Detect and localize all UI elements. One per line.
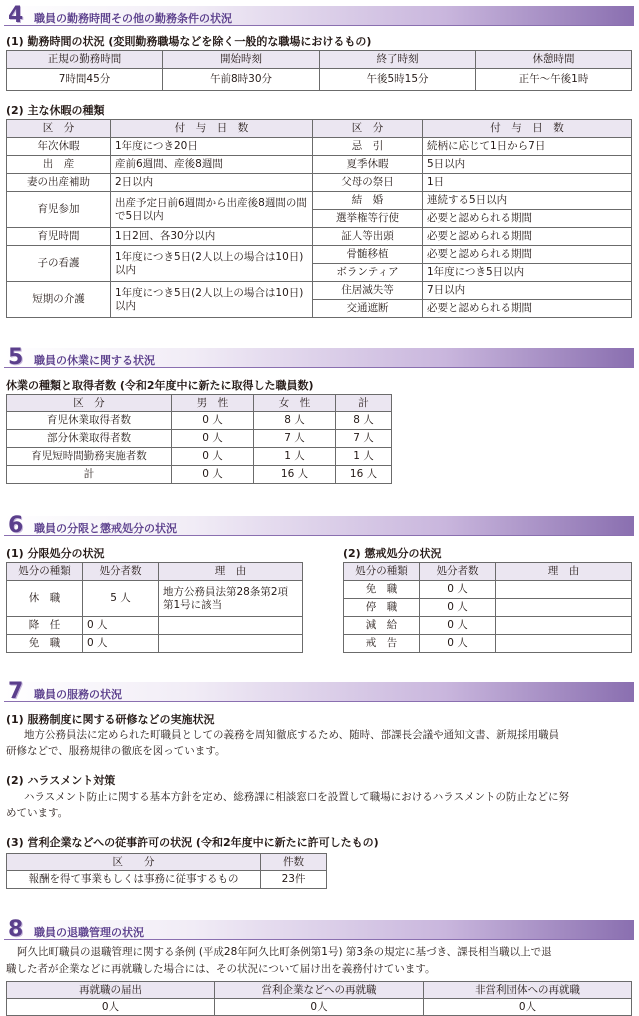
absence-header: 区 分	[7, 395, 172, 412]
retirement-header: 営利企業などへの再就職	[215, 982, 424, 999]
choukai-reason	[496, 617, 632, 635]
leave-days: 1日	[423, 174, 632, 192]
harassment-text-line1: ハラスメント防止に関する基本方針を定め、総務課に相談窓口を設置して職場におけるハラスメントの防止などに努	[24, 791, 569, 803]
leave-subtitle: (2) 主な休暇の種類	[6, 104, 105, 117]
leave-kind: 選挙権等行使	[313, 210, 423, 228]
choukai-kind: 免 職	[344, 581, 420, 599]
permit-header: 件数	[261, 854, 327, 871]
work-header: 休憩時間	[476, 51, 632, 69]
leave-days: 連続する5日以内	[423, 192, 632, 210]
leave-kind: 交通遮断	[313, 300, 423, 318]
leave-days: 1日2回、各30分以内	[111, 228, 313, 246]
work-value: 午前8時30分	[163, 69, 320, 91]
bunken-subtitle: (1) 分限処分の状況	[6, 547, 105, 560]
choukai-count: 0 人	[420, 581, 496, 599]
absence-female: 1 人	[254, 448, 336, 466]
section-8-number: 8	[8, 917, 24, 942]
leave-kind: 骨髄移植	[313, 246, 423, 264]
leave-days: 7日以内	[423, 282, 632, 300]
work-header: 正規の勤務時間	[7, 51, 163, 69]
leave-kind: 忌 引	[313, 138, 423, 156]
leave-kind: 住居滅失等	[313, 282, 423, 300]
retirement-header: 再就職の届出	[7, 982, 215, 999]
retirement-value: 0人	[7, 999, 215, 1016]
bunken-header: 理 由	[159, 563, 303, 581]
leave-header: 区 分	[313, 120, 423, 138]
absence-table	[6, 394, 392, 484]
choukai-kind: 戒 告	[344, 635, 420, 653]
leave-kind: 育児時間	[7, 228, 111, 246]
leave-kind: 証人等出頭	[313, 228, 423, 246]
work-hours-subtitle: (1) 勤務時間の状況 (変則勤務職場などを除く一般的な職場におけるもの)	[6, 35, 372, 48]
choukai-header: 理 由	[496, 563, 632, 581]
leave-kind: 父母の祭日	[313, 174, 423, 192]
bunken-count: 0 人	[83, 635, 159, 653]
bunken-reason	[159, 635, 303, 653]
retirement-header: 非営利団体への再就職	[424, 982, 632, 999]
absence-category: 育児短時間勤務実施者数	[7, 448, 172, 466]
absence-male: 0 人	[172, 430, 254, 448]
absence-header: 男 性	[172, 395, 254, 412]
choukai-count: 0 人	[420, 635, 496, 653]
leave-kind: ボランティア	[313, 264, 423, 282]
leave-days: 1年度につき5日(2人以上の場合は10日)以内	[111, 282, 313, 318]
section-4-title: 職員の勤務時間その他の勤務条件の状況	[34, 12, 232, 25]
absence-subtitle: 休業の種類と取得者数 (令和2年度中に新たに取得した職員数)	[6, 379, 314, 392]
leave-days: 産前6週間、産後8週間	[111, 156, 313, 174]
leave-days: 必要と認められる期間	[423, 210, 632, 228]
leave-kind: 子の看護	[7, 246, 111, 282]
leave-kind: 年次休暇	[7, 138, 111, 156]
choukai-count: 0 人	[420, 599, 496, 617]
bunken-reason	[159, 617, 303, 635]
absence-female: 16 人	[254, 466, 336, 484]
leave-days: 1年度につき20日	[111, 138, 313, 156]
choukai-reason	[496, 635, 632, 653]
section-8-header	[4, 917, 634, 942]
retirement-table	[6, 981, 632, 1016]
permit-category: 報酬を得て事業もしくは事務に従事するもの	[7, 871, 261, 889]
retirement-value: 0人	[215, 999, 424, 1016]
section-6-header	[4, 513, 634, 538]
leave-table-right	[312, 119, 632, 318]
leave-kind: 育児参加	[7, 192, 111, 228]
work-header: 開始時刻	[163, 51, 320, 69]
leave-days: 必要と認められる期間	[423, 246, 632, 264]
absence-category: 計	[7, 466, 172, 484]
section-8-title: 職員の退職管理の状況	[34, 926, 144, 939]
leave-kind: 短期の介護	[7, 282, 111, 318]
retirement-text-line1: 阿久比町職員の退職管理に関する条例 (平成28年阿久比町条例第1号) 第3条の規定に基づき、課長相当職以上で退	[17, 946, 552, 958]
absence-female: 8 人	[254, 412, 336, 430]
choukai-kind: 減 給	[344, 617, 420, 635]
leave-days: 1年度につき5日以内	[423, 264, 632, 282]
choukai-reason	[496, 581, 632, 599]
section-4-header	[4, 3, 634, 28]
permit-count: 23件	[261, 871, 327, 889]
leave-header: 付 与 日 数	[111, 120, 313, 138]
absence-total: 16 人	[336, 466, 392, 484]
absence-header: 計	[336, 395, 392, 412]
leave-kind: 妻の出産補助	[7, 174, 111, 192]
choukai-count: 0 人	[420, 617, 496, 635]
leave-days: 続柄に応じて1日から7日	[423, 138, 632, 156]
choukai-subtitle: (2) 懲戒処分の状況	[343, 547, 442, 560]
retirement-text-line2: 職した者が企業などに再就職した場合には、その状況について届け出を義務付けています。	[6, 963, 436, 975]
bunken-kind: 免 職	[7, 635, 83, 653]
work-value: 7時間45分	[7, 69, 163, 91]
bunken-kind: 降 任	[7, 617, 83, 635]
leave-days: 2日以内	[111, 174, 313, 192]
permit-table	[6, 853, 327, 889]
bunken-header: 処分者数	[83, 563, 159, 581]
section-5-title: 職員の休業に関する状況	[34, 354, 155, 367]
leave-kind: 出 産	[7, 156, 111, 174]
bunken-kind: 休 職	[7, 581, 83, 617]
absence-category: 部分休業取得者数	[7, 430, 172, 448]
section-4-number: 4	[8, 3, 24, 28]
bunken-reason: 地方公務員法第28条第2項第1号に該当	[159, 581, 303, 617]
section-5-header	[4, 345, 634, 370]
choukai-reason	[496, 599, 632, 617]
absence-male: 0 人	[172, 466, 254, 484]
absence-total: 8 人	[336, 412, 392, 430]
work-value: 正午～午後1時	[476, 69, 632, 91]
leave-header: 付 与 日 数	[423, 120, 632, 138]
leave-days: 必要と認められる期間	[423, 228, 632, 246]
absence-female: 7 人	[254, 430, 336, 448]
training-subtitle: (1) 服務制度に関する研修などの実施状況	[6, 713, 215, 726]
leave-kind: 夏季休暇	[313, 156, 423, 174]
leave-days: 出産予定日前6週間から出産後8週間の間で5日以内	[111, 192, 313, 228]
choukai-table	[343, 562, 632, 653]
absence-male: 0 人	[172, 412, 254, 430]
absence-male: 0 人	[172, 448, 254, 466]
choukai-kind: 停 職	[344, 599, 420, 617]
choukai-header: 処分の種類	[344, 563, 420, 581]
leave-days: 1年度につき5日(2人以上の場合は10日)以内	[111, 246, 313, 282]
section-7-header	[4, 679, 634, 704]
section-6-title: 職員の分限と懲戒処分の状況	[34, 522, 177, 535]
retirement-value: 0人	[424, 999, 632, 1016]
harassment-subtitle: (2) ハラスメント対策	[6, 774, 116, 787]
work-hours-table	[6, 50, 632, 91]
permit-header: 区 分	[7, 854, 261, 871]
section-7-number: 7	[8, 679, 24, 704]
harassment-text-line2: めています。	[6, 807, 69, 819]
leave-header: 区 分	[7, 120, 111, 138]
leave-table-left	[6, 119, 313, 318]
section-5-number: 5	[8, 345, 24, 370]
leave-days: 5日以内	[423, 156, 632, 174]
bunken-count: 0 人	[83, 617, 159, 635]
work-header: 終了時刻	[320, 51, 476, 69]
choukai-header: 処分者数	[420, 563, 496, 581]
bunken-count: 5 人	[83, 581, 159, 617]
absence-category: 育児休業取得者数	[7, 412, 172, 430]
permit-subtitle: (3) 営利企業などへの従事許可の状況 (令和2年度中に新たに許可したもの)	[6, 836, 379, 849]
leave-kind: 結 婚	[313, 192, 423, 210]
training-text-line2: 研修などで、服務規律の徹底を図っています。	[6, 745, 226, 757]
section-7-title: 職員の服務の状況	[34, 688, 122, 701]
absence-total: 1 人	[336, 448, 392, 466]
absence-header: 女 性	[254, 395, 336, 412]
bunken-table	[6, 562, 303, 653]
leave-days: 必要と認められる期間	[423, 300, 632, 318]
section-6-number: 6	[8, 513, 24, 538]
bunken-header: 処分の種類	[7, 563, 83, 581]
training-text-line1: 地方公務員法に定められた町職員としての義務を周知徹底するため、随時、部課長会議や通知文書、新規採用職員	[24, 729, 560, 741]
work-value: 午後5時15分	[320, 69, 476, 91]
absence-total: 7 人	[336, 430, 392, 448]
